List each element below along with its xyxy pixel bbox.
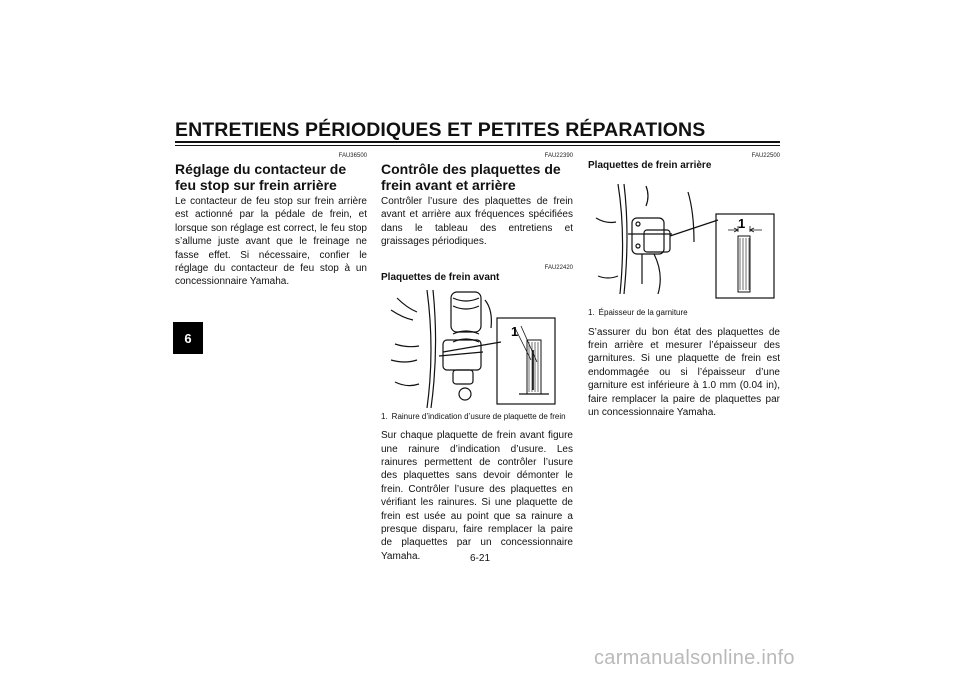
section-code: FAU22390 xyxy=(544,153,573,159)
subsection-heading: Plaquettes de frein arrière xyxy=(588,160,712,171)
section-code: FAU22500 xyxy=(751,153,780,159)
right-column xyxy=(588,153,780,419)
section-code: FAU36500 xyxy=(338,153,367,159)
page-number: 6-21 xyxy=(469,553,490,564)
subsection-code: FAU22420 xyxy=(544,264,573,271)
caption-number: 1. xyxy=(588,308,595,317)
figure-caption xyxy=(381,412,573,422)
subsection-heading: Plaquettes de frein avant xyxy=(381,271,500,283)
caption-text: Épaisseur de la garniture xyxy=(598,308,688,317)
caption-text: Rainure d’indication d’usure de plaquette de frein xyxy=(391,411,566,421)
caption-number: 1. xyxy=(381,411,388,421)
section-body: Sur chaque plaquette de frein avant figure une rainure d’indication d’usure. Les rainures permettent de contrôler l’usure des plaquettes sans devoir démonter le frein. Contrôler l’usure des plaquettes en vérifiant les rainures. Si une plaquette de frein est usée au point que sa rainure a presque disparu, faire remplacer la paire de plaquettes par un concessionnaire Yamaha. xyxy=(381,430,573,562)
section-heading: Contrôle des plaquettes de frein avant et arrière xyxy=(381,161,561,193)
header-rule-thin xyxy=(175,145,780,146)
section-body: Le contacteur de feu stop sur frein arrière est actionné par la pédale de frein, et lorsque son réglage est correct, le feu stop s’allume juste avant que le freinage ne fasse effet. Si nécessaire, confier le réglage du contacteur de feu stop à un concessionnaire Yamaha. xyxy=(175,196,367,288)
header-rule-thick xyxy=(175,141,780,143)
chapter-tab[interactable]: 6 xyxy=(173,322,203,354)
figure-callout-label: 1 xyxy=(511,323,519,339)
rear-brake-illustration xyxy=(588,178,780,304)
section-intro: Contrôler l’usure des plaquettes de frein avant et arrière aux fréquences spécifiées dans le tableau des entretiens et graissages périodiques. xyxy=(381,196,573,248)
section-body: S’assurer du bon état des plaquettes de frein arrière et mesurer l’épaisseur des garnitures. Si une plaquette de frein est endommagée ou si l’épaisseur d’une garniture est inférieure à 1.0 mm (0.04 in), faire remplacer la paire de plaquettes par un concessionnaire Yamaha. xyxy=(588,326,780,418)
figure-callout-label: 1 xyxy=(738,216,746,231)
front-brake-illustration xyxy=(381,290,573,408)
figure-caption xyxy=(588,308,780,318)
middle-column xyxy=(381,153,573,563)
section-heading: Réglage du contacteur de feu stop sur frein arrière xyxy=(175,161,347,193)
rear-brake-pad-figure xyxy=(588,178,780,304)
watermark[interactable]: carmanualsonline.info xyxy=(594,647,795,669)
front-brake-pad-figure xyxy=(381,290,573,408)
left-column xyxy=(175,153,367,289)
page-header-title: ENTRETIENS PÉRIODIQUES ET PETITES RÉPARATIONS xyxy=(175,119,706,141)
